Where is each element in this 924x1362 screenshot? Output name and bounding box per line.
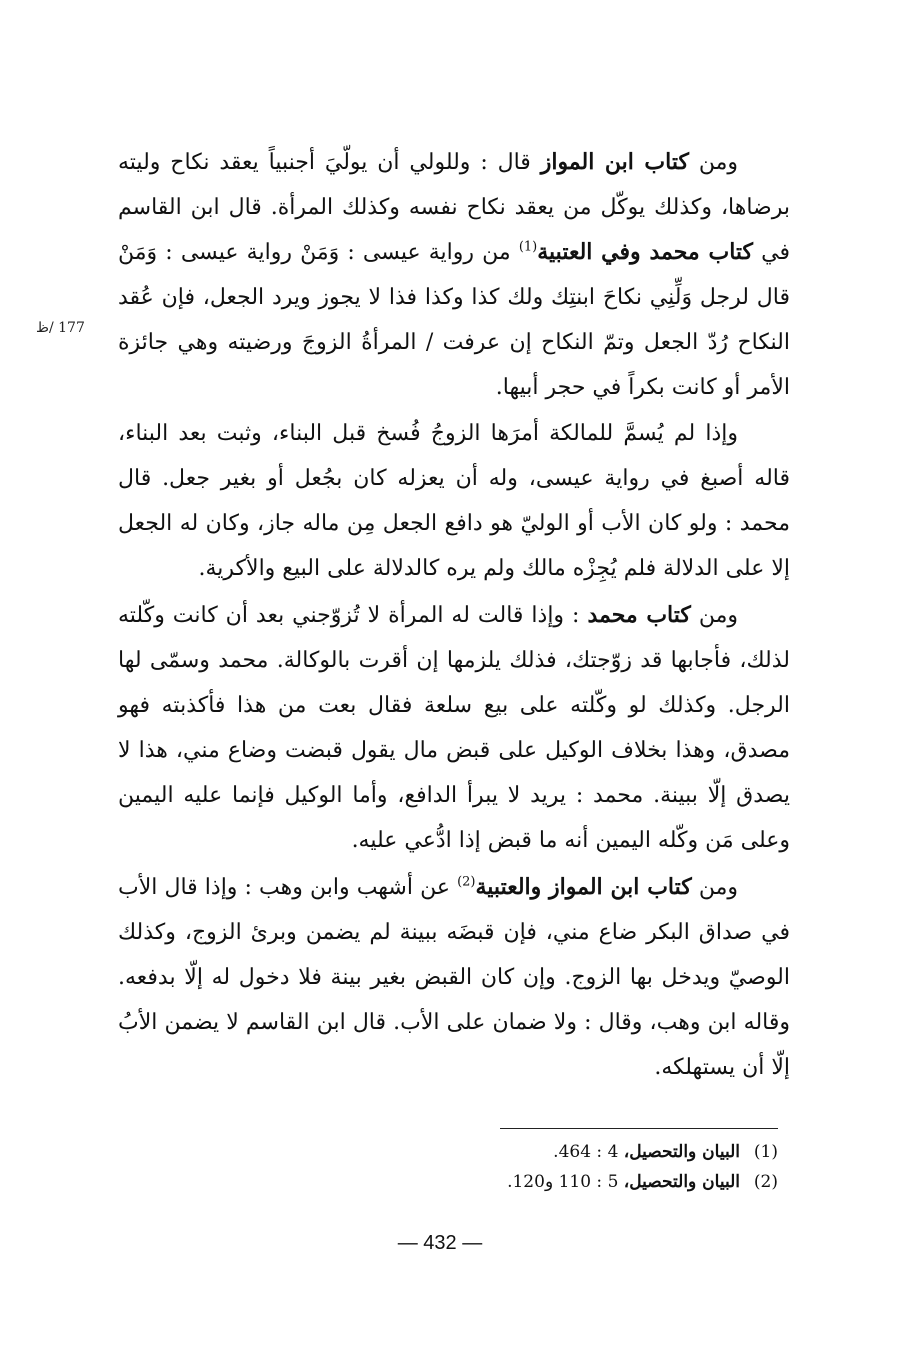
paragraph-1 <box>118 140 790 410</box>
paragraph-4 <box>118 865 790 1090</box>
paragraph-2 <box>118 411 790 591</box>
paragraph-lead: ومن <box>690 603 738 628</box>
source-title: كتاب محمد وفي العتبية <box>537 239 754 265</box>
footnote-ref[interactable]: (1) <box>518 239 538 255</box>
page-number: — 432 — <box>397 1232 483 1254</box>
paragraph-3 <box>118 593 790 863</box>
footnote-reference: 4 : 464. <box>553 1142 624 1162</box>
footnote-reference: 5 : 110 و120. <box>507 1172 624 1192</box>
footnote-1 <box>400 1137 778 1167</box>
paragraph-text: قال : وللولي أن يولّيَ أجنبياً يعقد نكاح وليته برضاها، وكذلك يوكّل من يعقد نكاح نفسه وكذلك المرأة. قال ابن القاسم في <box>118 150 791 265</box>
source-title: كتاب ابن المواز والعتبية <box>475 874 692 900</box>
footnote-divider <box>500 1128 778 1129</box>
footnote-number: (1) <box>753 1142 778 1162</box>
paragraph-lead: ومن <box>691 875 738 900</box>
paragraph-text: عن أشهب وابن وهب : وإذا قال الأب في صداق البكر ضاع مني، فإن قبضَه ببينة لم يضمن وبرئ الزوج، وكذلك الوصيّ ويدخل بها الزوج. وإن كان القبض بغير بينة فلا دخول له إلّا بدفعه. وقاله ابن وهب، وقال : ولا ضمان على الأب. قال ابن القاسم لا يضمن الأبُ إلّا أن يستهلكه. <box>118 875 790 1080</box>
paragraph-text: من رواية عيسى : وَمَنْ رواية عيسى : وَمَنْ قال لرجل وَلِّنِي نكاحَ ابنتِك ولك كذا وكذا فذا لا يجوز ويرد الجعل، فإن عُقد النكاح رُدّ الجعل وتمّ النكاح إن عرفت / المرأةُ الزوجَ ورضيته وهي جائزة الأمر أو كانت بكراً في حجر أبيها. <box>118 240 790 400</box>
footnote-2 <box>400 1167 778 1197</box>
paragraph-text: وإذا لم يُسمَّ للمالكة أمرَها الزوجُ فُسخ قبل البناء، وثبت بعد البناء، قاله أصبغ في رواية عيسى، وله أن يعزله كان بجُعل أو بغير جعل. قال محمد : ولو كان الأب أو الوليّ هو دافع الجعل مِن ماله جاز، وكان له الجعل إلا على الدلالة فلم يُجِزْه مالك ولم يره كالدلالة على البيع والأكرية. <box>118 421 790 581</box>
footnote-ref[interactable]: (2) <box>457 874 476 890</box>
paragraph-text: : وإذا قالت له المرأة لا تُزوّجني بعد أن كانت وكّلته لذلك، فأجابها قد زوّجتك، فذلك يلزمها إن أقرت بالوكالة. محمد وسمّى لها الرجل. وكذلك لو وكّلته على بيع سلعة فقال بعت من هذا فأكذبته فهو مصدق، وهذا بخلاف الوكيل على قبض مال يقول قبضت وضاع مني، هذا لا يصدق إلّا ببينة. محمد : يريد لا يبرأ الدافع، وأما الوكيل فإنما عليه اليمين وعلى مَن وكّله اليمين أنه ما قبض إذا ادُّعي عليه. <box>118 603 790 853</box>
footnotes <box>400 1137 778 1197</box>
source-title: كتاب محمد <box>587 602 691 628</box>
footnote-number: (2) <box>753 1172 778 1192</box>
manuscript-folio-note: 177 /ظ <box>36 320 85 336</box>
footnote-source: البيان والتحصيل، <box>623 1172 740 1192</box>
paragraph-lead: ومن <box>688 150 738 175</box>
footnote-source: البيان والتحصيل، <box>623 1142 740 1162</box>
source-title: كتاب ابن المواز <box>540 149 689 175</box>
